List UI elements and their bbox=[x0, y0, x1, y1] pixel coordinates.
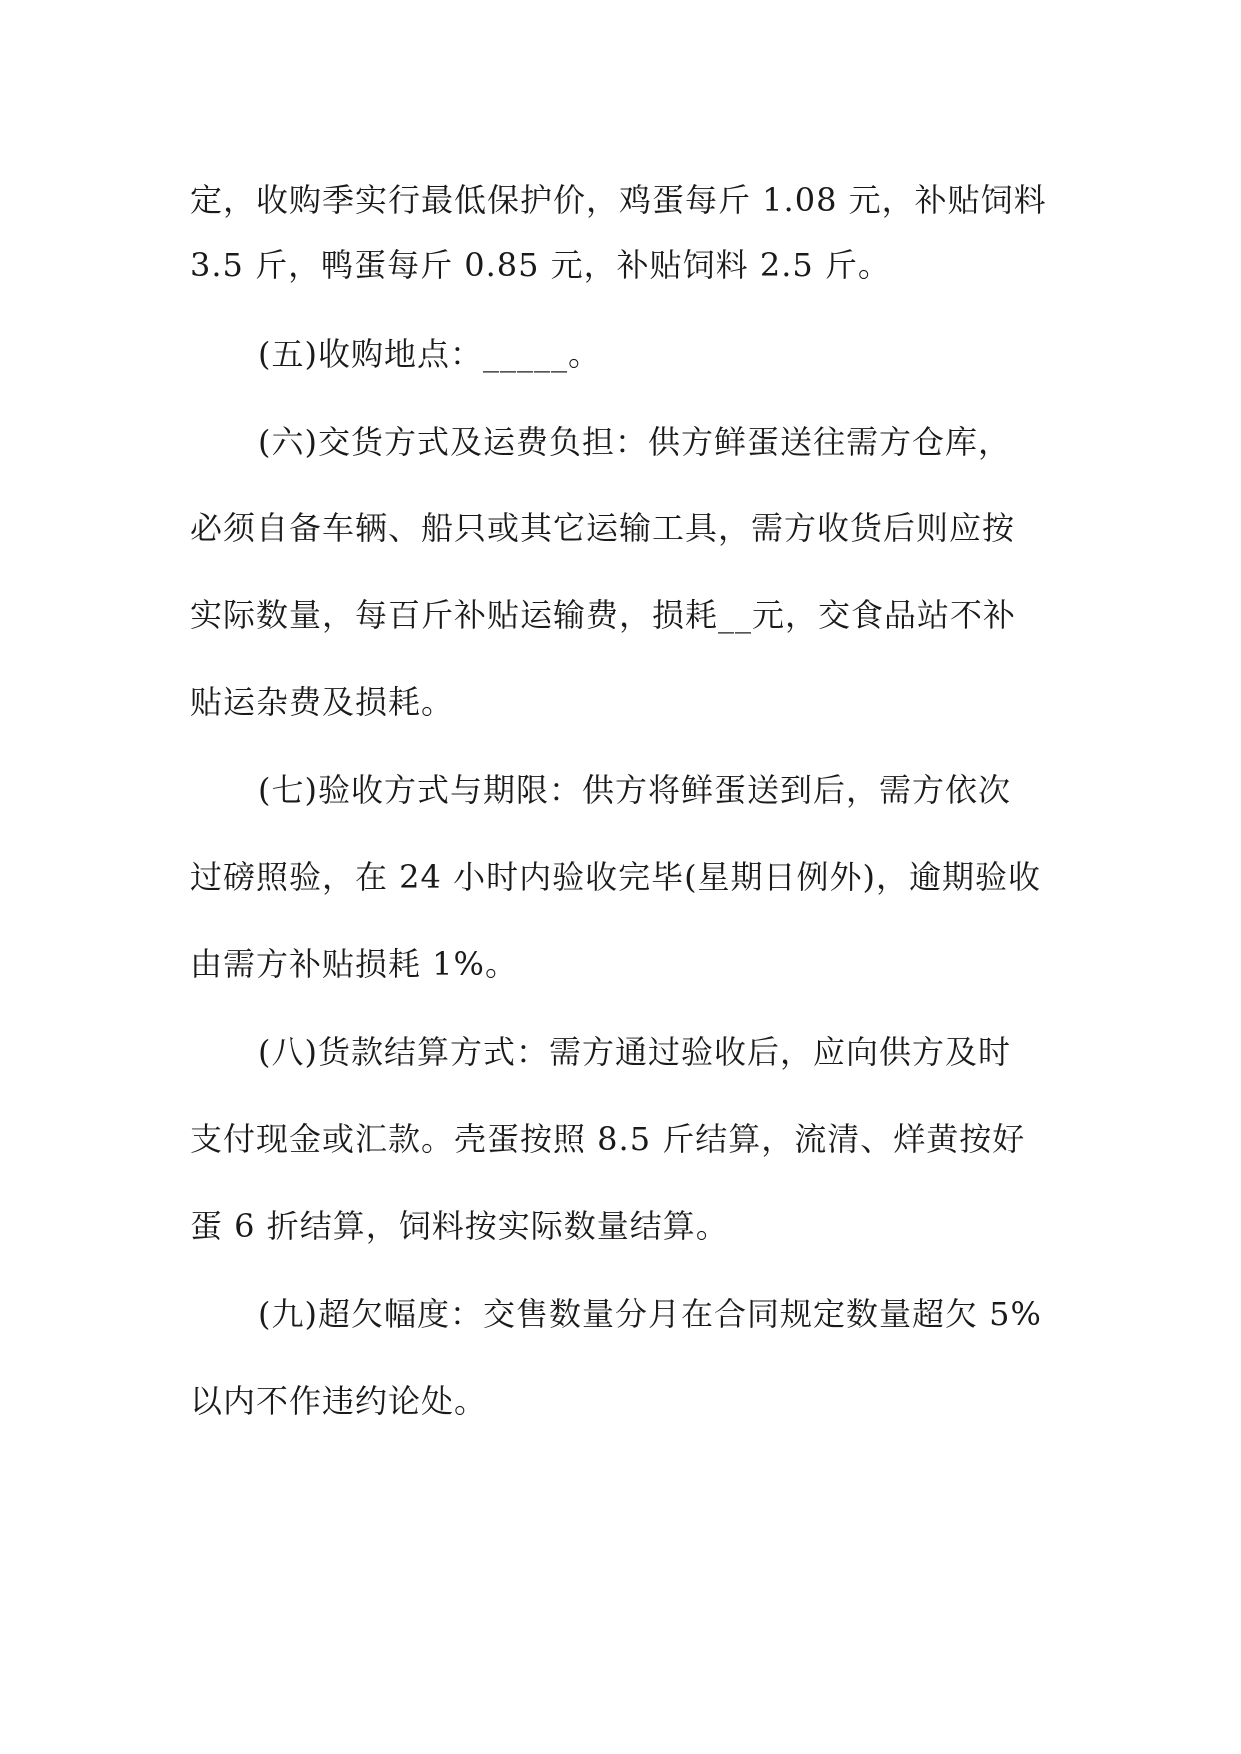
text-line-2: 3.5 斤，鸭蛋每斤 0.85 元，补贴饲料 2.5 斤。 bbox=[190, 246, 891, 284]
text-line-6: 实际数量，每百斤补贴运输费，损耗__元，交食品站不补 bbox=[190, 596, 1017, 634]
section-8-payment-settlement: (八)货款结算方式：需方通过验收后，应向供方及时 bbox=[258, 1033, 1011, 1071]
section-9-tolerance: (九)超欠幅度：交售数量分月在合同规定数量超欠 5% bbox=[258, 1295, 1042, 1333]
text-line-5: 必须自备车辆、船只或其它运输工具，需方收货后则应按 bbox=[190, 509, 1016, 547]
section-6-delivery-and-freight: (六)交货方式及运费负担：供方鲜蛋送往需方仓库， bbox=[258, 423, 1011, 461]
section-5-receiving-location: (五)收购地点：_____。 bbox=[258, 335, 601, 373]
text-line-1: 定，收购季实行最低保护价，鸡蛋每斤 1.08 元，补贴饲料 bbox=[190, 181, 1047, 219]
text-line-9: 过磅照验，在 24 小时内验收完毕(星期日例外)，逾期验收 bbox=[190, 858, 1042, 896]
document-page bbox=[190, 0, 1070, 1754]
text-line-10: 由需方补贴损耗 1%。 bbox=[190, 945, 518, 983]
text-line-7: 贴运杂费及损耗。 bbox=[190, 683, 455, 721]
section-7-inspection: (七)验收方式与期限：供方将鲜蛋送到后，需方依次 bbox=[258, 771, 1011, 809]
text-line-15: 以内不作违约论处。 bbox=[190, 1382, 488, 1420]
text-line-13: 蛋 6 折结算，饲料按实际数量结算。 bbox=[190, 1207, 729, 1245]
text-line-12: 支付现金或汇款。壳蛋按照 8.5 斤结算，流清、烊黄按好 bbox=[190, 1120, 1026, 1158]
